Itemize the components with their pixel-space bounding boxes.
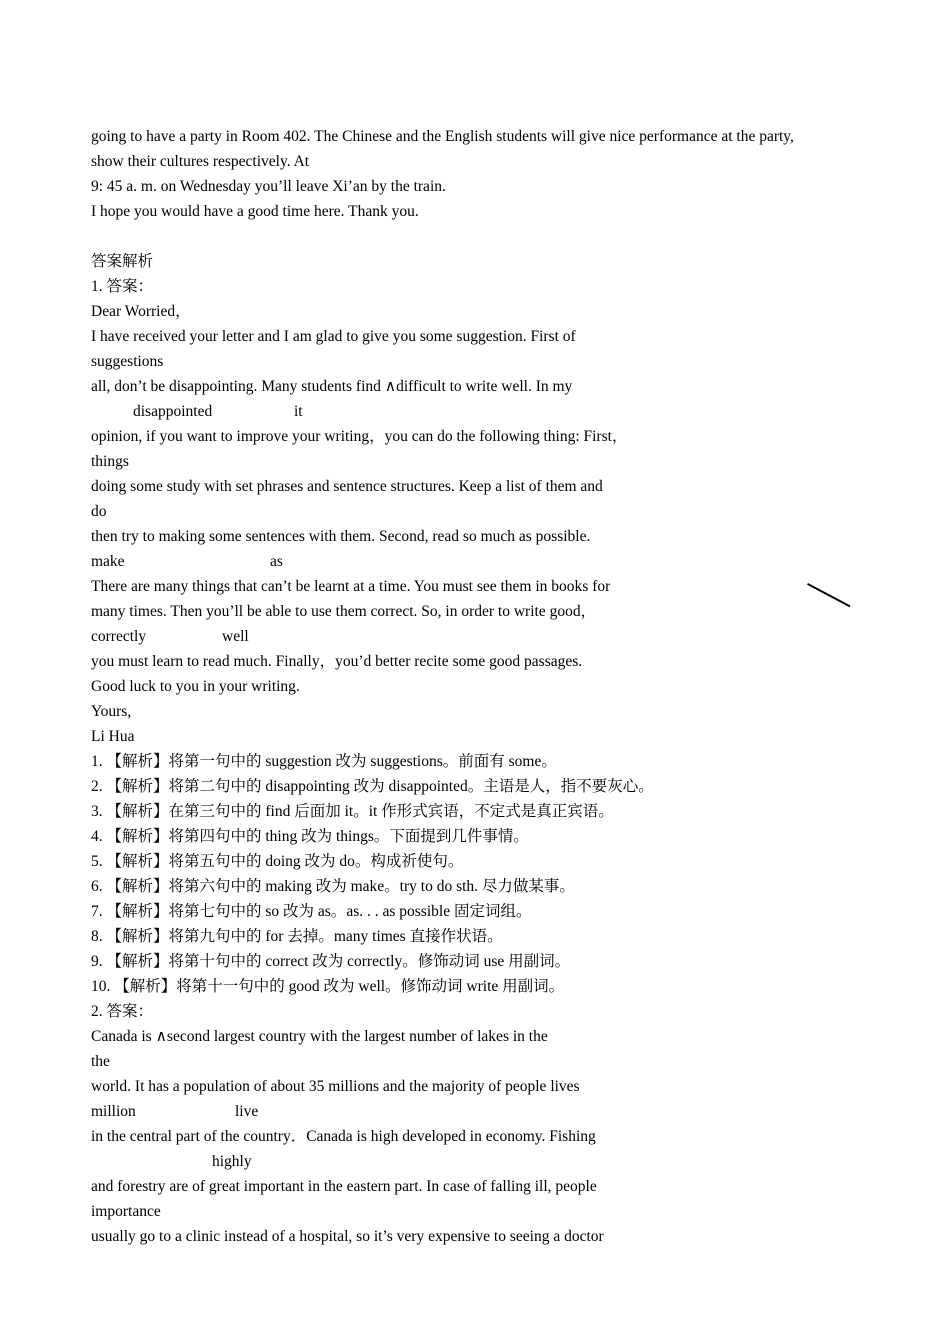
letter-line-6: There are many things that can’t be learnt at a time. You must see them in books for bbox=[91, 578, 611, 595]
passage-correction-3 bbox=[91, 1149, 891, 1174]
correction-line-4: do bbox=[91, 503, 107, 520]
correction-disappointed: disappointed bbox=[133, 403, 213, 420]
answer1-label: 1. 答案： bbox=[91, 278, 154, 295]
passage-correction-2 bbox=[91, 1099, 891, 1124]
passage-correction-1: the bbox=[91, 1053, 110, 1070]
correction-live: live bbox=[235, 1103, 259, 1120]
correction-make: make bbox=[91, 553, 125, 570]
explanation-3: 3. 【解析】在第三句中的 find 后面加 it。it 作形式宾语，不定式是真正宾语。 bbox=[91, 803, 614, 820]
answer2-label: 2. 答案： bbox=[91, 1003, 154, 1020]
explanation-9: 9. 【解析】将第十句中的 correct 改为 correctly。修饰动词 use 用副词。 bbox=[91, 953, 571, 970]
letter-line-2: all, don’t be disappointing. Many students find ∧difficult to write well. In my bbox=[91, 378, 573, 395]
explanation-2: 2. 【解析】将第二句中的 disappointing 改为 disappointed。主语是人，指不要灰心。 bbox=[91, 778, 654, 795]
explanation-4: 4. 【解析】将第四句中的 thing 改为 things。下面提到几件事情。 bbox=[91, 828, 529, 845]
intro-line-2: show their cultures respectively. At bbox=[91, 153, 310, 170]
passage-line-5: usually go to a clinic instead of a hospital, so it’s very expensive to seeing a doctor bbox=[91, 1228, 604, 1245]
letter-closing: Yours, bbox=[91, 703, 132, 720]
document-body bbox=[91, 124, 891, 1249]
correction-line-7 bbox=[91, 624, 891, 649]
letter-greeting: Dear Worried， bbox=[91, 303, 191, 320]
passage-line-2: world. It has a population of about 35 millions and the majority of people lives bbox=[91, 1078, 580, 1095]
intro-line-1: going to have a party in Room 402. The Chinese and the English students will give nice performance at the party, bbox=[91, 128, 794, 145]
correction-line-1: suggestions bbox=[91, 353, 164, 370]
correction-line-2 bbox=[91, 399, 891, 424]
letter-line-7: many times. Then you’ll be able to use them correct. So, in order to write good， bbox=[91, 603, 597, 620]
letter-line-9: Good luck to you in your writing. bbox=[91, 678, 300, 695]
explanation-6: 6. 【解析】将第六句中的 making 改为 make。try to do sth. 尽力做某事。 bbox=[91, 878, 575, 895]
passage-line-1: Canada is ∧second largest country with the largest number of lakes in the bbox=[91, 1028, 548, 1045]
intro-line-3: 9: 45 a. m. on Wednesday you’ll leave Xi’an by the train. bbox=[91, 178, 446, 195]
letter-line-5: then try to making some sentences with them. Second, read so much as possible. bbox=[91, 528, 591, 545]
explanation-8: 8. 【解析】将第九句中的 for 去掉。many times 直接作状语。 bbox=[91, 928, 503, 945]
correction-million: million bbox=[91, 1103, 136, 1120]
explanation-10: 10. 【解析】将第十一句中的 good 改为 well。修饰动词 write 用副词。 bbox=[91, 978, 565, 995]
letter-line-3: opinion, if you want to improve your writing，you can do the following thing: First， bbox=[91, 428, 628, 445]
passage-correction-4: importance bbox=[91, 1203, 161, 1220]
letter-line-4: doing some study with set phrases and sentence structures. Keep a list of them and bbox=[91, 478, 603, 495]
explanation-1: 1. 【解析】将第一句中的 suggestion 改为 suggestions。前面有 some。 bbox=[91, 753, 557, 770]
correction-as: as bbox=[270, 553, 283, 570]
correction-line-5 bbox=[91, 549, 891, 574]
correction-highly: highly bbox=[212, 1153, 252, 1170]
letter-signature: Li Hua bbox=[91, 728, 135, 745]
explanation-5: 5. 【解析】将第五句中的 doing 改为 do。构成祈使句。 bbox=[91, 853, 464, 870]
letter-line-1: I have received your letter and I am glad to give you some suggestion. First of bbox=[91, 328, 576, 345]
section-title: 答案解析 bbox=[91, 253, 154, 270]
correction-correctly: correctly bbox=[91, 628, 147, 645]
passage-line-4: and forestry are of great important in the eastern part. In case of falling ill, people bbox=[91, 1178, 597, 1195]
correction-line-3: things bbox=[91, 453, 129, 470]
explanation-7: 7. 【解析】将第七句中的 so 改为 as。as. . . as possible 固定词组。 bbox=[91, 903, 532, 920]
intro-line-4: I hope you would have a good time here. Thank you. bbox=[91, 203, 419, 220]
correction-well: well bbox=[222, 628, 249, 645]
blank-line bbox=[91, 224, 891, 249]
correction-it: it bbox=[294, 403, 303, 420]
letter-line-8: you must learn to read much. Finally，you’d better recite some good passages. bbox=[91, 653, 583, 670]
passage-line-3: in the central part of the country．Canada is high developed in economy. Fishing bbox=[91, 1128, 596, 1145]
